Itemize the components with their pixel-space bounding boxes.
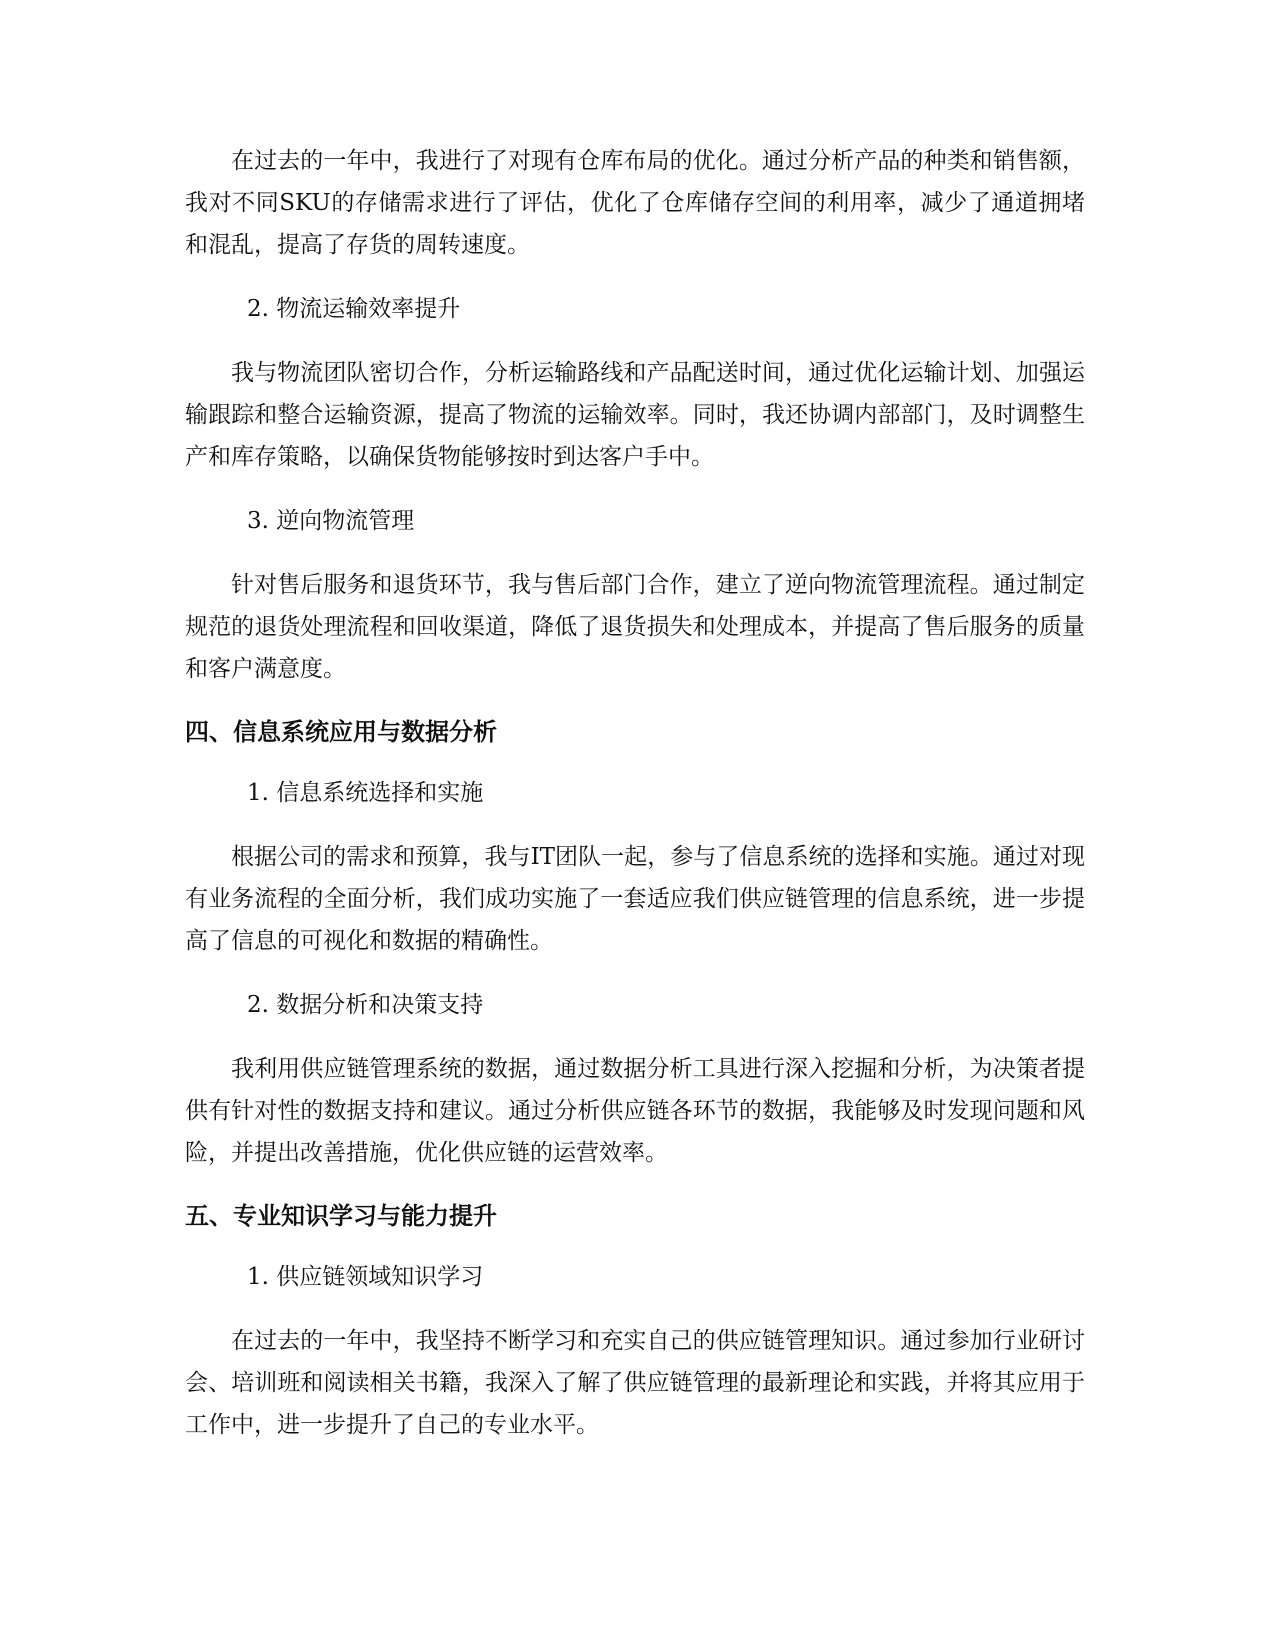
subheading-system-selection: 1. 信息系统选择和实施 xyxy=(247,780,484,806)
paragraph-warehouse-optimization: 在过去的一年中，我进行了对现有仓库布局的优化。通过分析产品的种类和销售额，我对不同SKU的存储需求进行了评估，优化了仓库储存空间的利用率，减少了通道拥堵和混乱，提高了存货的周转速度。 xyxy=(185,148,1085,258)
subheading-supply-chain-knowledge: 1. 供应链领域知识学习 xyxy=(247,1264,484,1290)
subheading-reverse-logistics: 3. 逆向物流管理 xyxy=(247,508,415,534)
paragraph-logistics-efficiency: 我与物流团队密切合作，分析运输路线和产品配送时间，通过优化运输计划、加强运输跟踪和整合运输资源，提高了物流的运输效率。同时，我还协调内部部门，及时调整生产和库存策略，以确保货物能够按时到达客户手中。 xyxy=(185,360,1085,470)
paragraph-supply-chain-knowledge: 在过去的一年中，我坚持不断学习和充实自己的供应链管理知识。通过参加行业研讨会、培训班和阅读相关书籍，我深入了解了供应链管理的最新理论和实践，并将其应用于工作中，进一步提升了自己的专业水平。 xyxy=(185,1328,1085,1438)
paragraph-reverse-logistics: 针对售后服务和退货环节，我与售后部门合作，建立了逆向物流管理流程。通过制定规范的退货处理流程和回收渠道，降低了退货损失和处理成本，并提高了售后服务的质量和客户满意度。 xyxy=(185,572,1085,682)
section-heading-information-systems: 四、信息系统应用与数据分析 xyxy=(185,718,497,746)
document-body xyxy=(185,140,1085,1468)
paragraph-data-analysis: 我利用供应链管理系统的数据，通过数据分析工具进行深入挖掘和分析，为决策者提供有针对性的数据支持和建议。通过分析供应链各环节的数据，我能够及时发现问题和风险，并提出改善措施，优化供应链的运营效率。 xyxy=(185,1056,1085,1166)
paragraph-system-selection: 根据公司的需求和预算，我与IT团队一起，参与了信息系统的选择和实施。通过对现有业务流程的全面分析，我们成功实施了一套适应我们供应链管理的信息系统，进一步提高了信息的可视化和数据的精确性。 xyxy=(185,844,1085,954)
subheading-logistics-efficiency: 2. 物流运输效率提升 xyxy=(247,296,461,322)
subheading-data-analysis: 2. 数据分析和决策支持 xyxy=(247,992,484,1018)
section-heading-professional-learning: 五、专业知识学习与能力提升 xyxy=(185,1202,497,1230)
